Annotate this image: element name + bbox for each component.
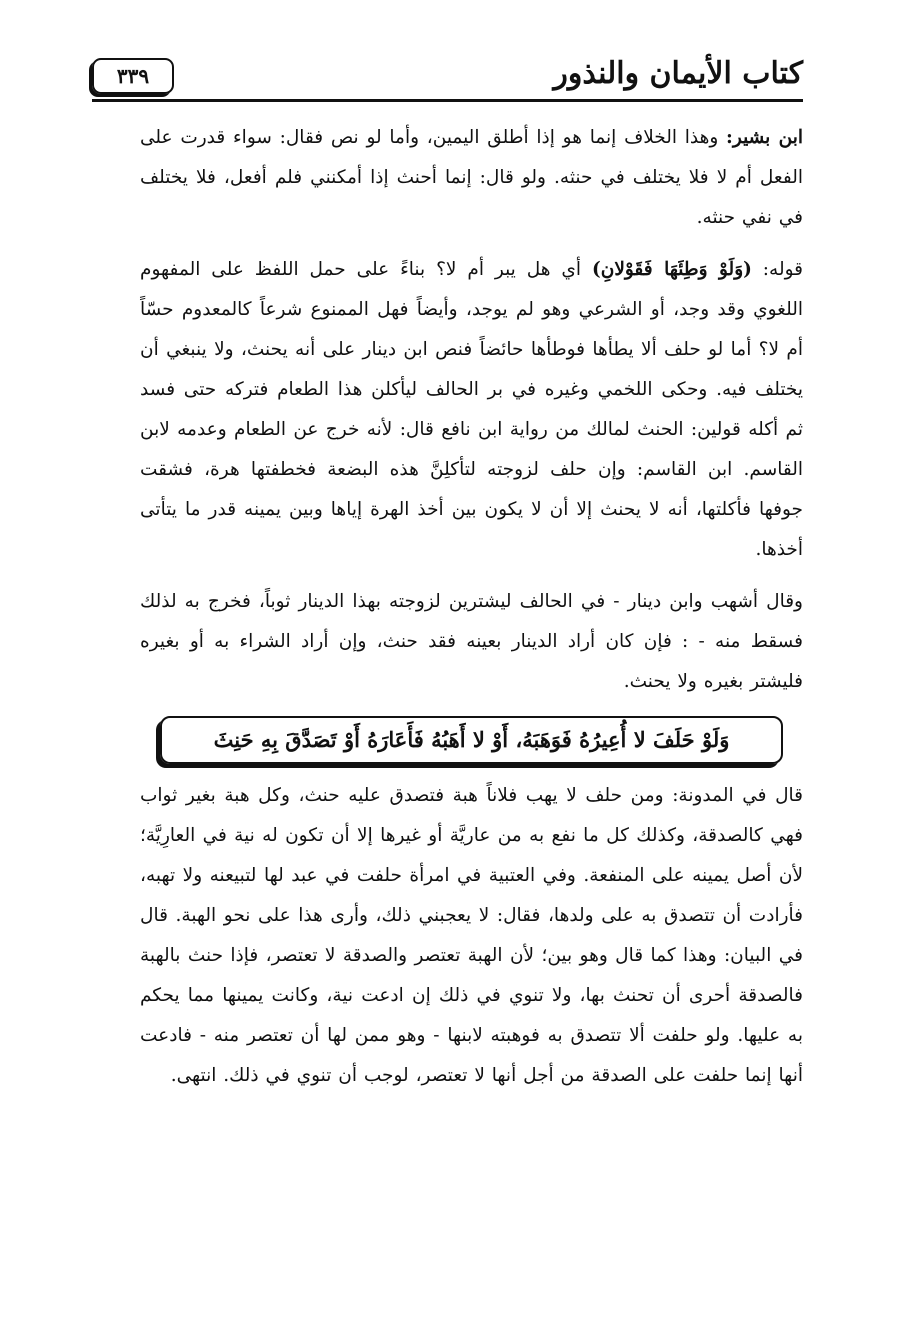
paragraph-2-text: أي هل يبر أم لا؟ بناءً على حمل اللفظ على المفهوم اللغوي وقد وجد، أو الشرعي وهو لم يوجد، وأيضاً فهل الممنوع شرعاً كالمعدوم حسّاً أم لا؟ أما لو حلف ألا يطأها فوطأها حائضاً فنص ابن دينار على أنه يحنث، ولا ينبغي أن يختلف فيه. وحكى اللخمي وغيره في بر الحالف ليأكلن هذا الطعام فتركه حتى فسد ثم أكله قولين: الحنث لمالك من رواية ابن نافع قال: لأنه خرج عن الطعام وعدمه لابن القاسم. ابن القاسم: وإن حلف لزوجته لتأكلِنَّ هذه البضعة فخطفتها هرة، فشقت جوفها فأكلتها، أنه لا يحنث إلا أن لا يكون بين أخذ الهرة إياها وبين يمينه قدر ما يتأتى أخذها. — [140, 259, 803, 560]
paragraph-2-prefix: قوله: — [751, 259, 803, 280]
paragraph-2-quote: (وَلَوْ وَطِئَهَا فَقَوْلانِ) — [591, 259, 752, 280]
paragraph-1 — [140, 118, 803, 238]
paragraph-2 — [140, 250, 803, 570]
header-divider — [92, 99, 803, 102]
paragraph-1-lead: ابن بشير: — [726, 127, 803, 148]
paragraph-1-text: وهذا الخلاف إنما هو إذا أطلق اليمين، وأما لو نص فقال: سواء قدرت على الفعل أم لا فلا يختلف في حنثه. ولو قال: إنما أحنث إذا أمكنني فلم أفعل، فلا يختلف في نفي حنثه. — [140, 127, 803, 228]
page-title: كتاب الأيمان والنذور — [553, 56, 803, 91]
page-header — [92, 52, 803, 102]
section-heading: وَلَوْ حَلَفَ لا أُعِيرُهُ فَوَهَبَهُ، أَوْ لا أَهَبُهُ فَأَعَارَهُ أَوْ تَصَدَّقَ بِهِ حَنِثَ — [160, 716, 783, 764]
page-number: ٣٣٩ — [92, 58, 174, 94]
paragraph-3: وقال أشهب وابن دينار - في الحالف ليشترين لزوجته بهذا الدينار ثوباً، فخرج به لذلك فسقط منه - : فإن كان أراد الدينار بعينه فقد حنث، وإن أراد الشراء به أو بغيره فليشتر بغيره ولا يحنث. — [140, 591, 803, 692]
paragraph-4: قال في المدونة: ومن حلف لا يهب فلاناً هبة فتصدق عليه حنث، وكل هبة بغير ثواب فهي كالصدقة، وكذلك كل ما نفع به من عاريَّة أو غيرها إلا أن تكون له نية في العارِيَّة؛ لأن أصل يمينه على المنفعة. وفي العتبية في امرأة حلفت في عبد لها لتبيعنه ولا تهبه، فأرادت أن تتصدق به على ولدها، فقال: لا يعجبني ذلك، وأرى هذا على نحو الهبة. قال في البيان: وهذا كما قال وهو بين؛ لأن الهبة تعتصر والصدقة لا تعتصر، فإذا حنث بالهبة فالصدقة أحرى أن تحنث بها، ولا تنوي في ذلك إن ادعت نية، وكانت يمينها مما يحكم به عليها. ولو حلفت ألا تتصدق به فوهبته لابنها - وهو ممن لها أن تعتصر منه - فادعت أنها إنما حلفت على الصدقة من أجل أنها لا تعتصر، لوجب أن تنوي في ذلك. انتهى. — [140, 785, 803, 1086]
page-body — [140, 118, 803, 1096]
